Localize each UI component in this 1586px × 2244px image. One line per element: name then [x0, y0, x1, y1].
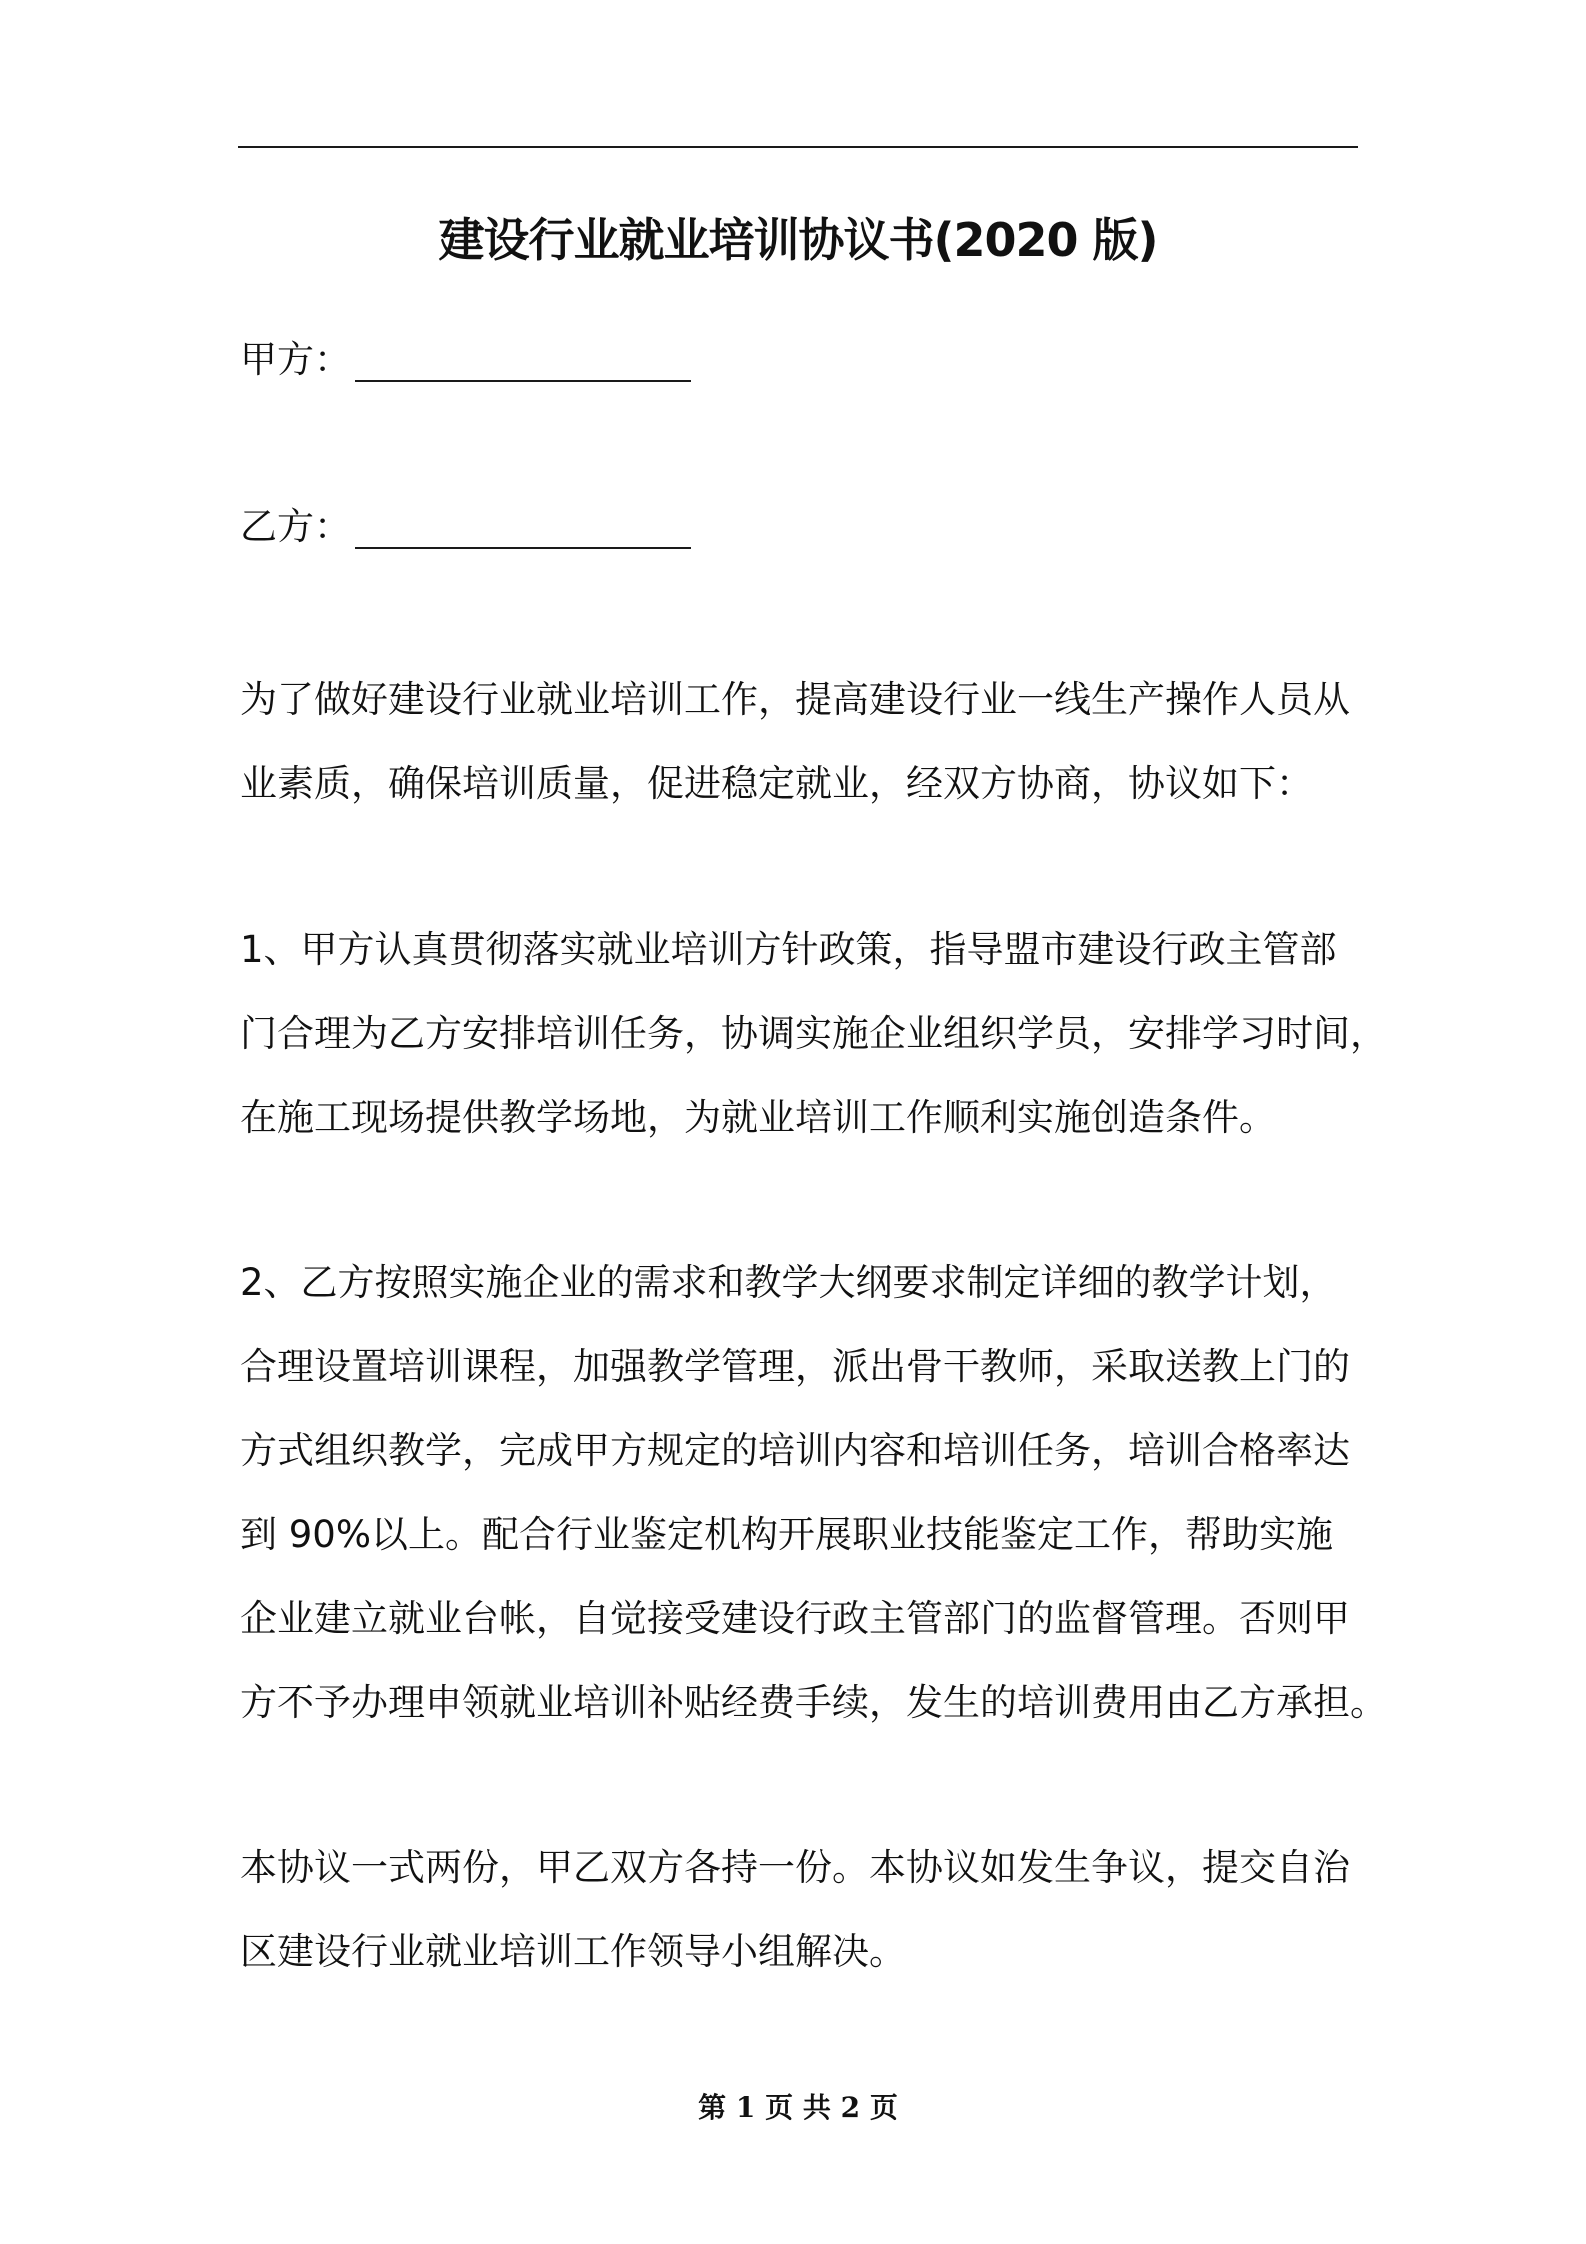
party-a-line — [240, 330, 691, 390]
clause-1-line: 1、甲方认真贯彻落实就业培训方针政策，指导盟市建设行政主管部 — [240, 928, 1337, 971]
party-b-blank-field — [355, 503, 691, 549]
page-indicator: 第 1 页 共 2 页 — [698, 2091, 898, 2124]
clause-2-line: 2、乙方按照实施企业的需求和教学大纲要求制定详细的教学计划， — [240, 1261, 1337, 1304]
intro-line: 为了做好建设行业就业培训工作，提高建设行业一线生产操作人员从 — [240, 678, 1350, 721]
clause-2-line: 方式组织教学，完成甲方规定的培训内容和培训任务，培训合格率达 — [240, 1429, 1350, 1472]
party-b-label: 乙方： — [240, 505, 351, 548]
closing-line: 本协议一式两份，甲乙双方各持一份。本协议如发生争议，提交自治 — [240, 1846, 1350, 1889]
document-title: 建设行业就业培训协议书(2020 版) — [438, 213, 1158, 267]
clause-1-line: 门合理为乙方安排培训任务，协调实施企业组织学员，安排学习时间， — [240, 1012, 1387, 1055]
party-a-blank-field — [355, 336, 691, 382]
clause-1-paragraph — [240, 908, 1387, 1160]
intro-line: 业素质，确保培训质量，促进稳定就业，经双方协商，协议如下： — [240, 762, 1313, 805]
clause-2-line: 方不予办理申领就业培训补贴经费手续，发生的培训费用由乙方承担。 — [240, 1681, 1387, 1724]
header-rule — [238, 146, 1358, 148]
party-b-line — [240, 497, 691, 557]
closing-paragraph — [240, 1826, 1358, 1994]
intro-paragraph — [240, 658, 1358, 826]
clause-2-line: 合理设置培训课程，加强教学管理，派出骨干教师，采取送教上门的 — [240, 1345, 1350, 1388]
clause-2-paragraph — [240, 1241, 1387, 1745]
closing-line: 区建设行业就业培训工作领导小组解决。 — [240, 1930, 906, 1973]
clause-2-line: 企业建立就业台帐，自觉接受建设行政主管部门的监督管理。否则甲 — [240, 1597, 1350, 1640]
party-a-label: 甲方： — [240, 338, 351, 381]
clause-2-line: 到 90%以上。配合行业鉴定机构开展职业技能鉴定工作，帮助实施 — [240, 1513, 1333, 1556]
clause-1-line: 在施工现场提供教学场地，为就业培训工作顺利实施创造条件。 — [240, 1096, 1276, 1139]
